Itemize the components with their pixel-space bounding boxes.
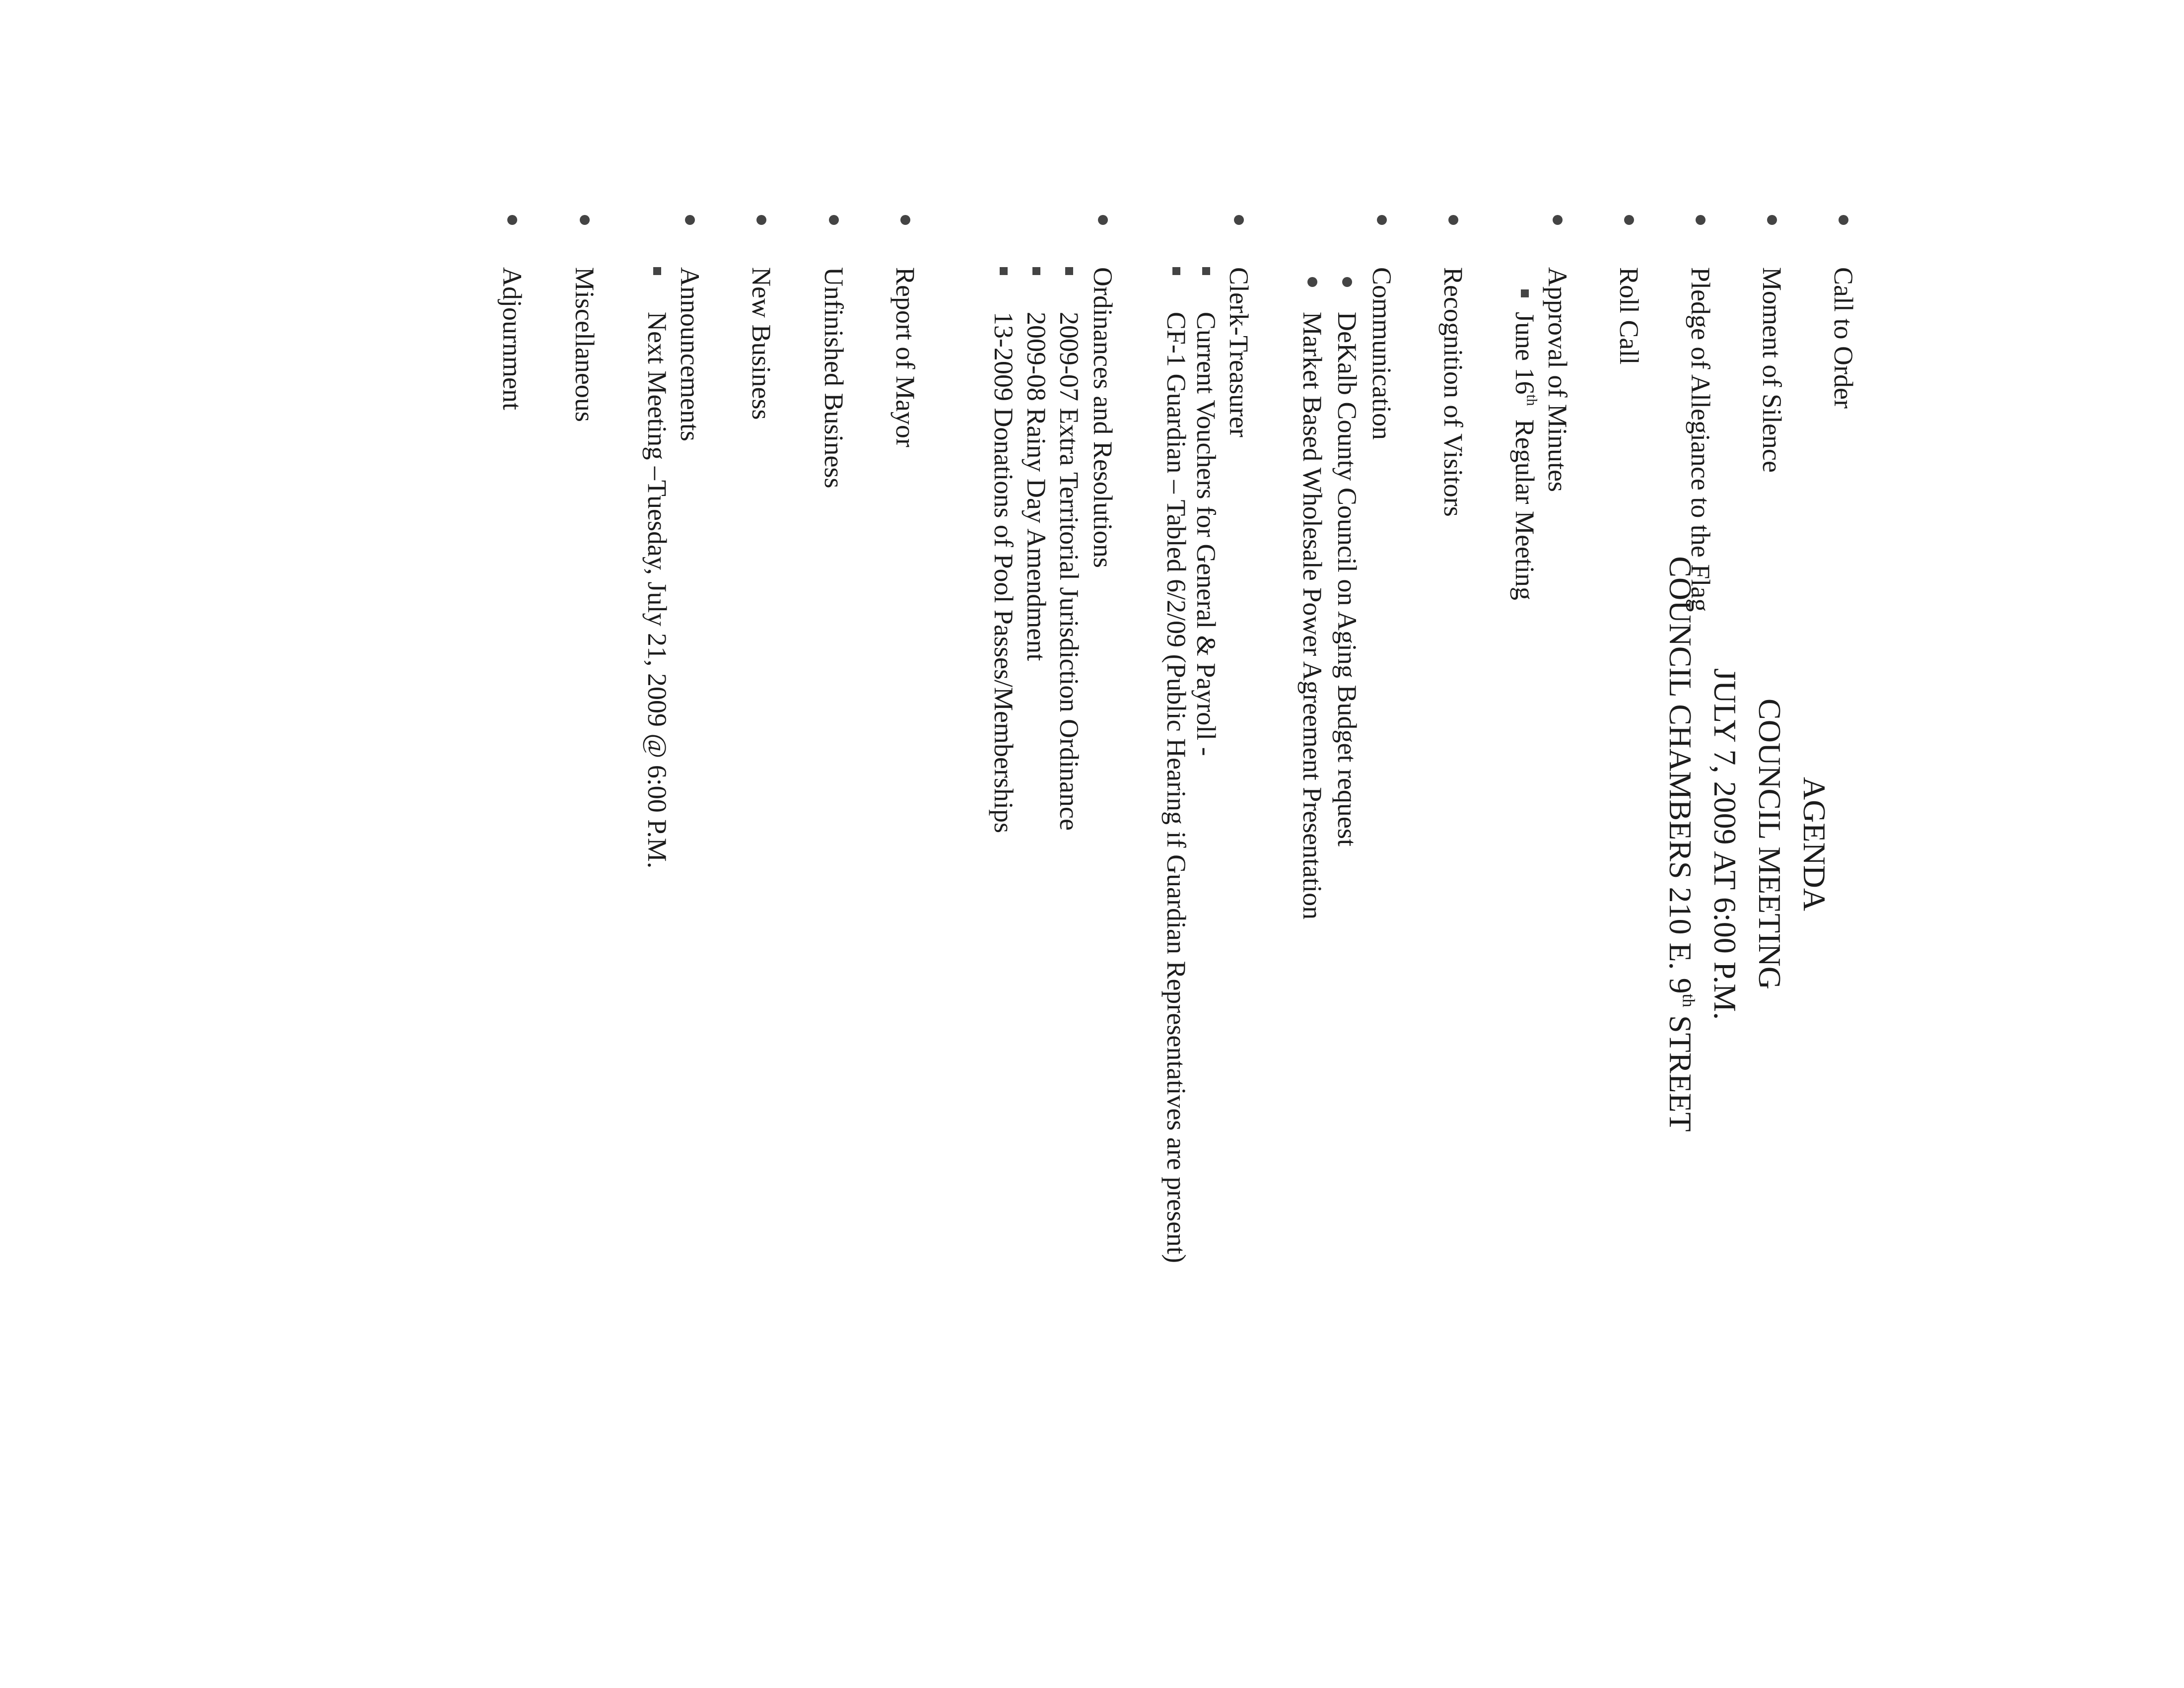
bullet-icon [507,215,517,225]
bullet-icon [1377,215,1387,225]
bullet-icon [1448,215,1458,225]
bullet-icon [1624,215,1634,225]
square-bullet-icon [1032,267,1040,275]
square-bullet-icon [1202,267,1210,275]
agenda-title: AGENDA [1797,776,1832,912]
square-bullet-icon [1172,267,1180,275]
agenda-page: AGENDA COUNCIL MEETING JULY 7, 2009 AT 6:00 P.M. COUNCIL CHAMBERS 210 E. 9th STREET Call to Order Moment of Silence Pledge of Allegiance to the Flag Roll Call Approval of Minutes June 16th Regular Meeting Recognition of Visitors Communication DeKalb County Council on Aging Budget request Market Based Wholesale Power Agreement Presentation Clerk-Treasurer Current Vouchers for General & Payroll - CF-1 Guardian – Tabled 6/2/09 (Public Hearing if Guardian Representatives are present) Ordinances and Resolutions 2009-07 Extra Territorial Jurisdiction Ordinance 2009-08 Rainy Day Amendment 13-2009 Donations of Pool Passes/Memberships Report of Mayor Unfinished Business New Business Announcements Next Meeting –Tuesday, July 21, 2009 @ 6:00 P.M. Miscellaneous Adjournment [0,0,2184,1688]
meeting-date-time: JULY 7, 2009 AT 6:00 P.M. [1707,668,1743,1020]
square-bullet-icon [1000,267,1008,275]
bullet-icon [1553,215,1563,225]
bullet-icon [1234,215,1244,225]
square-bullet-icon [1065,267,1073,275]
bullet-icon [1342,277,1352,287]
bullet-icon [829,215,839,225]
square-bullet-icon [1521,289,1529,297]
agenda-header [1658,0,1837,1688]
bullet-icon [1098,215,1108,225]
bullet-icon [756,215,766,225]
bullet-icon [580,215,590,225]
bullet-icon [1839,215,1848,225]
bullet-icon [1767,215,1777,225]
bullet-icon [1696,215,1706,225]
bullet-icon [900,215,910,225]
meeting-type: COUNCIL MEETING [1752,699,1787,989]
meeting-location: COUNCIL CHAMBERS 210 E. 9th STREET [1663,556,1699,1132]
square-bullet-icon [653,267,661,275]
bullet-icon [685,215,695,225]
bullet-icon [1307,277,1317,287]
